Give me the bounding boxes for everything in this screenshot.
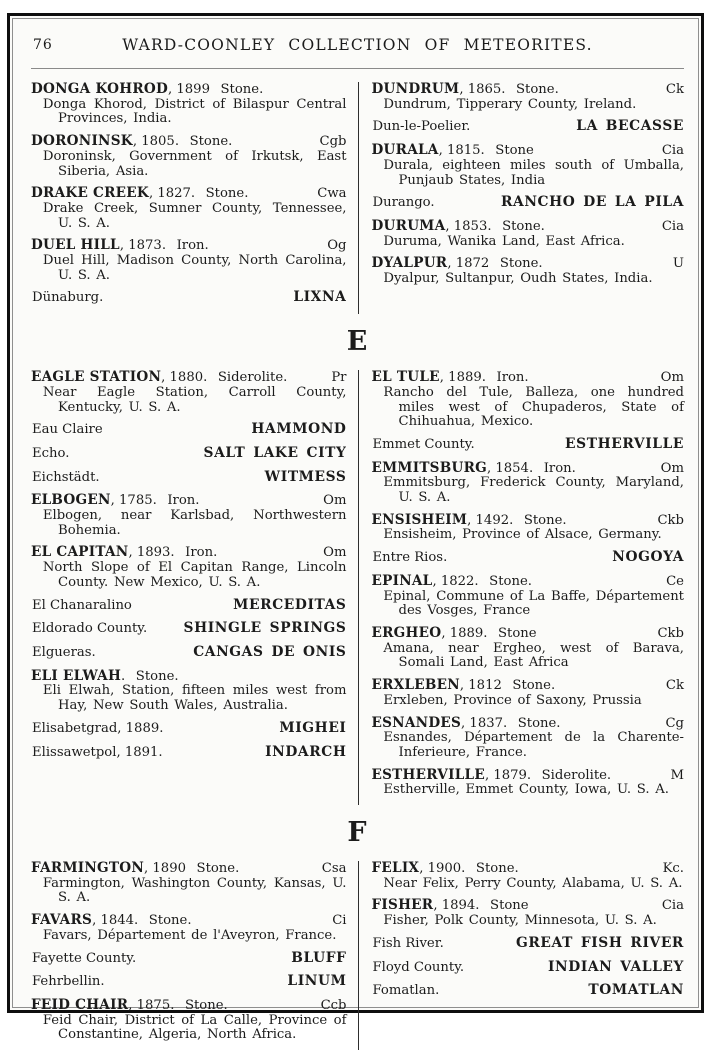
page-content (31, 28, 684, 1043)
entry-class-code: Cgb (319, 134, 347, 150)
entry-headline (372, 861, 685, 877)
entry-type: Iron. (167, 493, 200, 509)
entry-type: Stone. (516, 82, 559, 97)
entry-location: Emmitsburg, Frederick County, Maryland, U. S. A. (383, 475, 684, 506)
entry-class-code: Pr (331, 370, 347, 386)
meteorite-entry (31, 238, 347, 283)
synonym-name: Dünaburg. (32, 290, 104, 306)
synonym-name: Eau Claire (32, 422, 103, 438)
entry-type: Siderolite. (217, 370, 288, 386)
entry-year: , 1893. (128, 545, 175, 561)
column-right (358, 861, 685, 1050)
synonym-target: INDIAN VALLEY (547, 958, 684, 975)
entry-name: FAVARS (31, 912, 93, 929)
entry-class-code: Kc. (662, 861, 684, 877)
entry-location: North Slope of El Capitan Range, Lincoln County. New Mexico, U. S. A. (42, 560, 347, 590)
entry-year: , 1837. (461, 715, 508, 731)
column-left (31, 861, 358, 1050)
synonym-target: SALT LAKE CITY (203, 444, 347, 461)
synonym-name: Elisabetgrad, 1889. (32, 720, 164, 736)
entry-year: , 1785. (110, 493, 157, 509)
synonym-name: Elgueras. (32, 644, 96, 660)
entry-class-code: Ck (665, 82, 684, 97)
entry-type: Stone (490, 898, 529, 914)
synonym-name: Fayette County. (32, 950, 137, 966)
entry-type: Stone. (184, 997, 228, 1013)
synonym-entry (31, 645, 347, 661)
entry-location: Duel Hill, Madison County, North Carolina, U. S. A. (42, 253, 347, 283)
entry-headline (31, 669, 347, 685)
synonym-name: Elissawetpol, 1891. (32, 744, 163, 760)
entry-type: Iron. (185, 545, 218, 561)
entry-location: Fisher, Polk County, Minnesota, U. S. A. (383, 913, 657, 929)
entry-year: , 1873. (119, 238, 167, 254)
entry-headline (31, 134, 347, 150)
synonym-name: Echo. (32, 445, 70, 461)
entry-class-code: Cwa (317, 186, 347, 202)
meteorite-entry (372, 256, 685, 286)
entry-headline (372, 461, 685, 477)
entry-name: ENSISHEIM (371, 511, 468, 528)
meteorite-entry (31, 493, 347, 538)
entry-class-code: Om (660, 460, 684, 476)
section-letter: E (346, 326, 369, 358)
meteorite-entry (372, 768, 685, 798)
entry-class-code: Ci (332, 913, 347, 929)
synonym-entry (31, 621, 347, 637)
synonym-target: NOGOYA (612, 549, 684, 566)
entry-headline (31, 913, 347, 929)
synonym-target: SHINGLE SPRINGS (183, 620, 347, 637)
entry-year: , 1827. (148, 186, 196, 202)
entry-year: , 1805. (132, 134, 180, 150)
entry-type: Siderolite. (541, 767, 612, 783)
entry-type: Stone. (189, 134, 233, 150)
entry-year: , 1812 (459, 678, 502, 694)
synonym-target: BLUFF (291, 949, 347, 966)
synonym-entry (31, 422, 347, 438)
synonym-entry (31, 446, 347, 462)
entry-location: Durala, eighteen miles south of Umballa, Punjaub States, India (383, 157, 684, 188)
entry-year: , 1889. (439, 370, 486, 386)
entry-headline (372, 143, 685, 159)
synonym-target: LINUM (287, 973, 347, 990)
synonym-entry (372, 936, 685, 952)
entry-type: Stone. (489, 573, 532, 589)
entry-location: Near Felix, Perry County, Alabama, U. S. A. (383, 875, 683, 891)
entry-name: FEID CHAIR (31, 996, 129, 1013)
entry-name: FELIX (371, 860, 420, 877)
header-rule (31, 68, 684, 69)
meteorite-entry (31, 134, 347, 179)
entry-name: EL CAPITAN (31, 544, 129, 561)
entry-location: Amana, near Ergheo, west of Barava, Somali Land, East Africa (383, 640, 684, 671)
entry-location: Favars, Département de l'Aveyron, France. (42, 927, 337, 943)
meteorite-entry (372, 626, 685, 671)
entry-year: , 1844. (92, 913, 139, 929)
entry-year: , 1865. (459, 82, 506, 97)
meteorite-entry (31, 998, 347, 1043)
column-right (358, 370, 685, 805)
meteorite-entry (372, 143, 685, 188)
entry-class-code: Cia (661, 218, 684, 234)
meteorite-entry (372, 513, 685, 543)
entry-name: DORONINSK (31, 133, 133, 150)
entry-class-code: Cg (665, 715, 684, 731)
entry-type: Iron. (543, 460, 576, 476)
synonym-target: INDARCH (265, 743, 347, 760)
entry-name: DONGA KOHROD (31, 81, 169, 97)
entry-type: Stone. (135, 668, 179, 684)
synonym-target: MIGHEI (279, 719, 347, 736)
entry-year: , 1879. (484, 767, 532, 783)
entry-location: Epinal, Commune of La Baffe, Département des Vosges, France (383, 588, 684, 619)
entry-location: Duruma, Wanika Land, East Africa. (383, 233, 625, 249)
entry-headline (372, 513, 685, 529)
entry-headline (31, 186, 347, 202)
entry-name: DYALPUR (371, 255, 448, 272)
entry-type: Stone. (475, 861, 519, 877)
meteorite-entry (31, 669, 347, 714)
entry-location: Dyalpur, Sultanpur, Oudh States, India. (383, 271, 653, 287)
two-column-block (31, 861, 684, 1050)
entry-headline (372, 82, 685, 98)
synonym-name: Eichstädt. (32, 469, 100, 485)
synonym-name: El Chanaralino (32, 597, 132, 613)
entry-year: , 1875. (128, 997, 175, 1013)
meteorite-entry (372, 861, 685, 891)
entry-headline (31, 82, 347, 98)
page-header (31, 28, 684, 62)
column-left (31, 82, 358, 314)
meteorite-entry (372, 716, 685, 761)
synonym-entry (372, 195, 685, 211)
entry-location: Donga Khorod, District of Bilaspur Central Provinces, India. (42, 96, 347, 127)
entry-headline (372, 768, 685, 784)
entry-name: EL TULE (371, 369, 440, 386)
synonym-target: ESTHERVILLE (565, 435, 684, 452)
synonym-entry (31, 598, 347, 614)
entry-location: Elbogen, near Karlsbad, Northwestern Bohemia. (42, 508, 347, 538)
section-letter: F (347, 817, 368, 849)
synonym-name: Emmet County. (372, 436, 475, 452)
synonym-entry (31, 470, 347, 486)
synonym-entry (372, 119, 685, 135)
entry-year: , 1492. (467, 512, 514, 528)
column-right (358, 82, 685, 314)
entry-year: , 1894. (433, 898, 480, 914)
entry-type: Stone. (220, 82, 264, 97)
entry-type: Stone. (148, 913, 192, 929)
entry-headline (372, 256, 685, 272)
synonym-name: Fish River. (372, 935, 444, 951)
synonym-name: Fomatlan. (372, 983, 440, 999)
entry-name: DURUMA (371, 217, 446, 234)
entry-type: Stone. (502, 218, 545, 234)
entry-headline (372, 370, 685, 386)
entry-headline (31, 998, 347, 1014)
synonym-name: Fehrbellin. (32, 974, 105, 990)
synonym-target: HAMMOND (251, 421, 347, 438)
entry-headline (31, 545, 347, 561)
scanned-page-frame (7, 13, 704, 1043)
synonym-name: Dun-le-Poelier. (372, 119, 471, 135)
synonym-name: Entre Rios. (372, 550, 448, 566)
meteorite-entry (31, 545, 347, 590)
meteorite-entry (31, 861, 347, 906)
synonym-target: LIXNA (293, 289, 347, 306)
meteorite-entry (31, 913, 347, 943)
entry-type: Stone. (523, 512, 567, 528)
entry-location: Doroninsk, Government of Irkutsk, East Siberia, Asia. (42, 148, 347, 179)
entry-class-code: Ckb (657, 512, 684, 528)
entry-location: Estherville, Emmet County, Iowa, U. S. A. (383, 782, 669, 798)
synonym-target: RANCHO DE LA PILA (500, 194, 684, 211)
entry-headline (372, 574, 685, 590)
meteorite-entry (372, 574, 685, 619)
entry-year: , 1815. (438, 143, 485, 159)
entry-name: ERGHEO (371, 624, 442, 641)
entry-class-code: Om (660, 370, 684, 386)
entry-name: DRAKE CREEK (31, 185, 149, 202)
entry-location: Esnandes, Département de la Charente-Inferieure, France. (383, 730, 684, 760)
entry-year: . (121, 668, 126, 684)
synonym-name: Floyd County. (372, 959, 465, 975)
two-column-block (31, 370, 684, 805)
column-left (31, 370, 358, 805)
entry-location: Near Eagle Station, Carroll County, Kentucky, U. S. A. (42, 384, 347, 415)
page-title: WARD-COONLEY COLLECTION OF METEORITES. (122, 36, 593, 54)
entry-name: DUNDRUM (371, 81, 460, 97)
entry-name: ELBOGEN (31, 492, 111, 509)
synonym-entry (372, 550, 685, 566)
meteorite-entry (372, 370, 685, 430)
synonym-target: WITMESS (264, 468, 347, 485)
meteorite-entry (31, 370, 347, 415)
entry-type: Stone (498, 625, 537, 641)
entry-name: ESNANDES (371, 714, 462, 731)
entry-headline (31, 861, 347, 877)
entry-name: FARMINGTON (31, 860, 145, 877)
entry-class-code: Om (323, 545, 347, 561)
entry-headline (31, 238, 347, 254)
meteorite-entry (372, 219, 685, 249)
entry-name: ESTHERVILLE (371, 766, 485, 783)
entry-type: Stone. (499, 256, 543, 272)
synonym-entry (372, 960, 685, 976)
entry-type: Stone. (517, 715, 561, 731)
synonym-entry (31, 951, 347, 967)
catalog-sections (31, 82, 684, 1050)
meteorite-entry (372, 82, 685, 112)
entry-headline (372, 716, 685, 732)
entry-class-code: U (672, 256, 684, 272)
entry-year: , 1822. (432, 573, 479, 589)
synonym-target: TOMATLAN (588, 982, 684, 999)
entry-type: Stone (495, 143, 534, 159)
entry-headline (31, 493, 347, 509)
entry-headline (372, 219, 685, 235)
meteorite-entry (372, 898, 685, 928)
entry-headline (372, 678, 685, 694)
entry-location: Dundrum, Tipperary County, Ireland. (383, 96, 637, 112)
entry-year: , 1853. (445, 218, 492, 234)
entry-type: Iron. (176, 238, 209, 254)
entry-location: Ensisheim, Province of Alsace, Germany. (383, 527, 662, 543)
entry-class-code: Ce (666, 573, 684, 589)
entry-location: Feid Chair, District of La Calle, Province of Constantine, Algeria, North Africa. (42, 1012, 347, 1043)
entry-year: , 1889. (441, 625, 488, 641)
entry-headline (31, 370, 347, 386)
entry-name: ERXLEBEN (371, 677, 460, 694)
entry-location: Erxleben, Province of Saxony, Prussia (383, 692, 642, 708)
entry-type: Stone. (512, 678, 556, 694)
entry-name: EAGLE STATION (31, 369, 162, 386)
entry-headline (372, 626, 685, 642)
entry-class-code: Ckb (657, 625, 684, 641)
entry-class-code: M (670, 767, 684, 783)
entry-class-code: Ck (665, 678, 684, 694)
entry-location: Eli Elwah, Station, fifteen miles west from Hay, New South Wales, Australia. (42, 683, 347, 714)
meteorite-entry (372, 678, 685, 708)
synonym-target: GREAT FISH RIVER (515, 934, 684, 951)
synonym-target: LA BECASSE (576, 118, 684, 135)
entry-class-code: Cia (661, 143, 684, 159)
entry-headline (372, 898, 685, 914)
entry-year: , 1890 (144, 861, 186, 877)
entry-name: DURALA (371, 142, 439, 159)
page-number: 76 (33, 37, 53, 53)
entry-location: Drake Creek, Sumner County, Tennessee, U. S. A. (42, 200, 347, 231)
synonym-name: Eldorado County. (32, 621, 148, 637)
entry-name: FISHER (371, 897, 434, 914)
entry-class-code: Om (323, 493, 347, 509)
entry-type: Iron. (496, 370, 529, 386)
synonym-entry (372, 983, 685, 999)
entry-class-code: Csa (321, 861, 347, 877)
two-column-block (31, 82, 684, 314)
entry-year: , 1854. (487, 460, 534, 476)
entry-type: Stone. (196, 861, 240, 877)
entry-location: Rancho del Tule, Balleza, one hundred miles west of Chupaderos, State of Chihuahua, Mexico. (383, 384, 684, 430)
meteorite-entry (31, 186, 347, 231)
synonym-target: MERCEDITAS (233, 596, 347, 613)
entry-name: DUEL HILL (31, 237, 120, 254)
entry-class-code: Cia (661, 898, 684, 914)
entry-name: EMMITSBURG (371, 459, 487, 476)
entry-name: EPINAL (371, 572, 433, 589)
entry-class-code: Ccb (320, 997, 347, 1013)
entry-year: , 1900. (419, 861, 466, 877)
entry-year: , 1880. (161, 370, 208, 386)
entry-location: Farmington, Washington County, Kansas, U. S. A. (42, 875, 347, 906)
synonym-entry (31, 290, 347, 306)
synonym-name: Durango. (372, 195, 435, 211)
meteorite-entry (31, 82, 347, 127)
meteorite-entry (372, 461, 685, 506)
entry-name: ELI ELWAH (31, 667, 122, 684)
entry-year: , 1872 (447, 256, 490, 272)
synonym-entry (31, 721, 347, 737)
synonym-target: CANGAS DE ONIS (193, 643, 347, 660)
synonym-entry (31, 745, 347, 761)
entry-type: Stone. (205, 186, 249, 202)
entry-class-code: Og (327, 238, 347, 254)
entry-year: , 1899 (168, 82, 210, 97)
synonym-entry (31, 974, 347, 990)
synonym-entry (372, 437, 685, 453)
